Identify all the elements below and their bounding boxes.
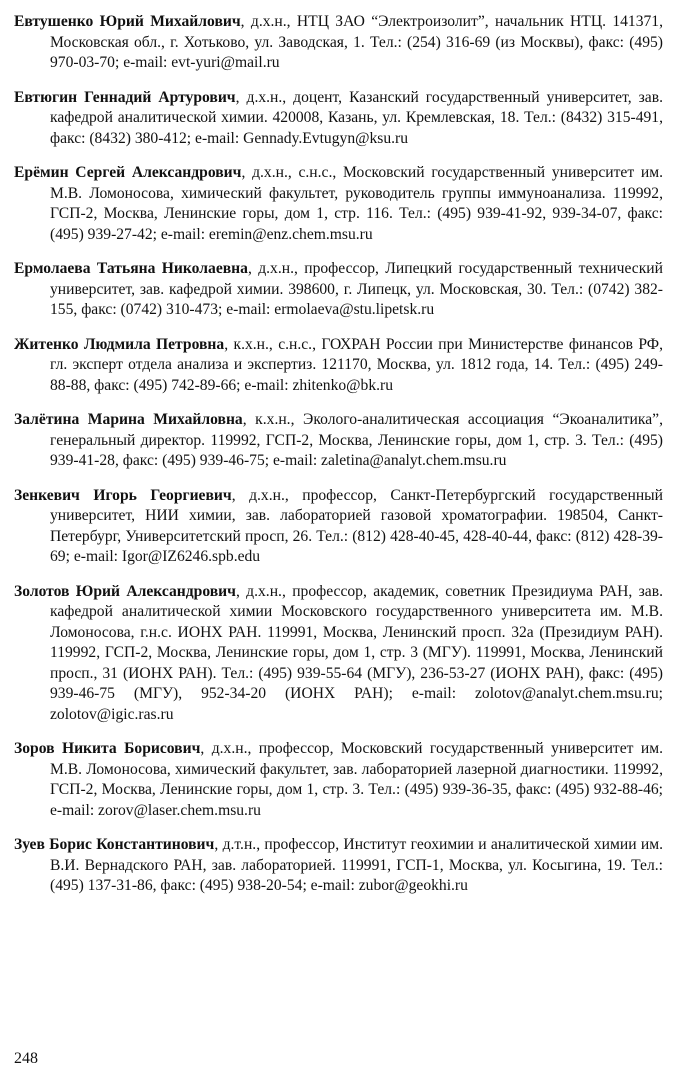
directory-entry [14, 259, 663, 321]
person-name: Житенко Людмила Петровна [14, 335, 225, 353]
person-name: Ермолаева Татьяна Николаевна [14, 260, 248, 277]
directory-entry [14, 739, 663, 821]
person-name: Зуев Борис Константинович [14, 836, 215, 853]
person-details: , д.х.н., профессор, Липецкий государственный технический университет, зав. кафедрой химии. 398600, г. Липецк, ул. Московская, 30. Тел.: (0742) 382-155, факс: (0742) 310-473; e-mail: ermolaeva@stu.lipetsk.ru [50, 260, 663, 318]
person-name: Залётина Марина Михайловна [14, 411, 243, 428]
person-details: , д.х.н., профессор, Санкт-Петербургский государственный университет, НИИ химии, зав. лабораторией газовой хроматографии. 198504, Санкт-Петербург, Университетский просп, 26. Тел.: (812) 428-40-45, 428-40-44, факс: (812) 428-39-69; e-mail: Igor@IZ6246.spb.edu [50, 486, 663, 565]
person-details: , д.х.н., доцент, Казанский государственный университет, зав. кафедрой аналитической химии. 420008, Казань, ул. Кремлевская, 18. Тел.: (8432) 315-491, факс: (8432) 380-412; e-mail: Gennady.Evtugyn@ksu.ru [50, 88, 663, 147]
person-details: , д.х.н., профессор, Московский государственный университет им. М.В. Ломоносова, химический факультет, зав. лабораторией лазерной диагностики. 119992, ГСП-2, Москва, Ленинские горы, дом 1, стр. 3. Тел.: (495) 939-36-35, факс: (495) 932-88-46; e-mail: zorov@laser.chem.msu.ru [50, 740, 663, 819]
person-details: , к.х.н., с.н.с., ГОХРАН России при Министерстве финансов РФ, гл. эксперт отдела анализа и экспертиз. 121170, Москва, ул. 1812 года, 14. Тел.: (495) 249-88-88, факс: (495) 742-89-66; e-mail: zhitenko@bk.ru [50, 335, 663, 394]
person-details: , д.х.н., профессор, академик, советник Президиума РАН, зав. кафедрой аналитической химии Московского государственного университета им. М.В. Ломоносова, г.н.с. ИОНХ РАН. 119991, Москва, Ленинский просп. 32а (Президиум РАН). 119992, ГСП-2, Москва, Ленинские горы, дом 1, стр. 3 (МГУ). 119991, Москва, Ленинский просп., 31 (ИОНХ РАН). Тел.: (495) 939-55-64 (МГУ), 236-53-27 (ИОНХ РАН), факс: (495) 939-46-75 (МГУ), 952-34-20 (ИОНХ РАН); e-mail: zolotov@analyt.chem.msu.ru; zolotov@igic.ras.ru [50, 582, 663, 723]
person-details: , к.х.н., Эколого-аналитическая ассоциация “Экоаналитика”, генеральный директор. 119992, ГСП-2, Москва, Ленинские горы, дом 1, стр. 3. Тел.: (495) 939-41-28, факс: (495) 939-46-75; e-mail: zaletina@analyt.chem.msu.ru [50, 411, 663, 469]
directory-entry [14, 582, 663, 726]
person-name: Евтушенко Юрий Михайлович [14, 13, 241, 30]
person-details: , д.х.н., НТЦ ЗАО “Электроизолит”, начальник НТЦ. 141371, Московская обл., г. Хотьково, ул. Заводская, 1. Тел.: (254) 316-69 (из Москвы), факс: (495) 970-03-70; e-mail: evt-yuri@mail.ru [50, 13, 663, 71]
person-name: Евтюгин Геннадий Артурович [14, 88, 236, 106]
directory-entry [14, 88, 663, 150]
directory-entry [14, 12, 663, 74]
directory-entry [14, 163, 663, 245]
person-name: Ерёмин Сергей Александрович [14, 164, 242, 181]
directory-entry [14, 835, 663, 897]
person-details: , д.т.н., профессор, Институт геохимии и аналитической химии им. В.И. Вернадского РАН, зав. лабораторией. 119991, ГСП-1, Москва, ул. Косыгина, 19. Тел.: (495) 137-31-86, факс: (495) 938-20-54; e-mail: zubor@geokhi.ru [50, 836, 663, 894]
directory-entry [14, 486, 663, 568]
person-details: , д.х.н., с.н.с., Московский государственный университет им. М.В. Ломоносова, химический факультет, руководитель группы иммуноанализа. 119992, ГСП-2, Москва, Ленинские горы, дом 1, стр. 116. Тел.: (495) 939-41-92, 939-34-07, факс: (495) 939-27-42; e-mail: eremin@enz.chem.msu.ru [50, 164, 663, 243]
person-name: Золотов Юрий Александрович [14, 582, 236, 600]
person-name: Зенкевич Игорь Георгиевич [14, 486, 232, 504]
directory-entry [14, 410, 663, 472]
page-number: 248 [14, 1050, 38, 1067]
person-name: Зоров Никита Борисович [14, 740, 201, 757]
directory-entry [14, 335, 663, 397]
